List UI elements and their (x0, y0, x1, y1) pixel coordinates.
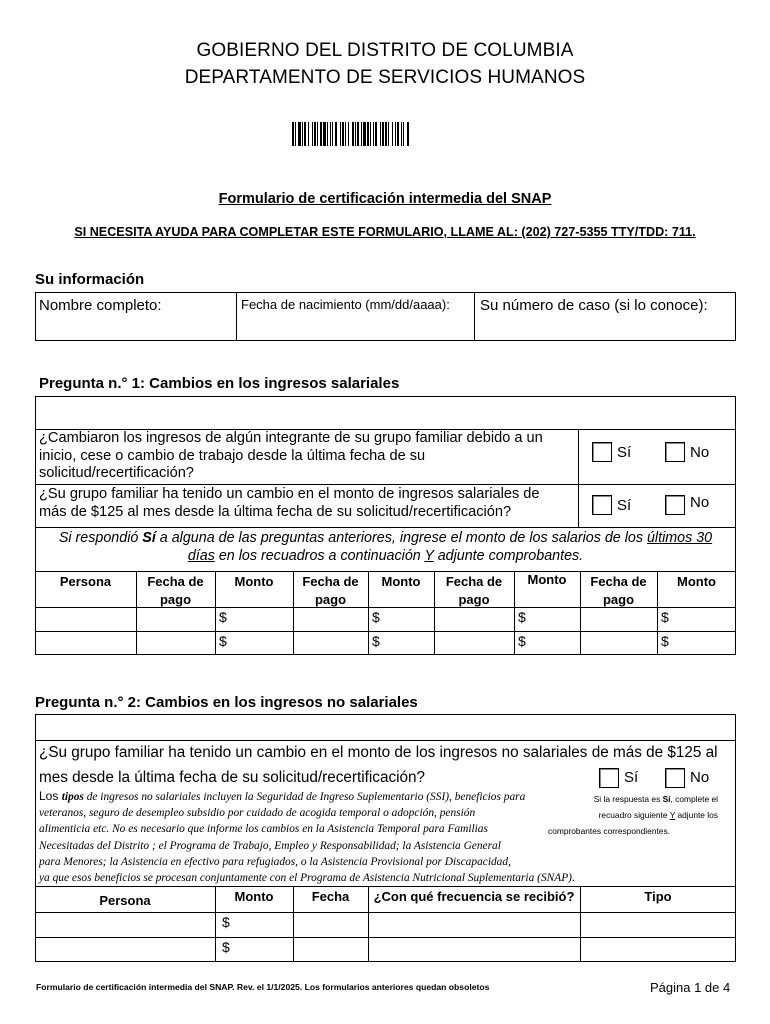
q1-col-amount: Monto (527, 572, 567, 587)
barcode-image (292, 122, 478, 146)
page-number: Página 1 de 4 (650, 980, 731, 995)
q1-title: Pregunta n.° 1: Cambios en los ingresos salariales (39, 375, 400, 392)
q2-col-type: Tipo (644, 889, 672, 904)
q1-col-pay-date: Fecha de pago (590, 574, 647, 607)
agency-name: GOBIERNO DEL DISTRITO DE COLUMBIA (196, 40, 574, 61)
q1-col-amount: Monto (381, 574, 421, 589)
q1-row2-amount2[interactable]: $ (372, 633, 380, 649)
department-name: DEPARTAMENTO DE SERVICIOS HUMANOS (184, 67, 586, 88)
full-name-label: Nombre completo: (39, 297, 162, 314)
q2-income-types-note: Los tipos de ingresos no salariales incluyen la Seguridad de Ingreso Suplementario (SSI), beneficios para veteranos, seguro de desempleo subsidio por cuidado de acogida temporal o adopción, pensión alimenticia etc. No es necesario que informe los cambios en la Asistencia Temporal para Familias Necesitadas del Distrito ; el Programa de Trabajo, Empleo y Responsabilidad; la Asistencia General para Menores; la Asistencia en efectivo para refugiados, o la Asistencia Provisional por Discapacidad, ya que esos beneficios se procesan conjuntamente con el Programa de Asistencia Nutricional Suplementaria (SNAP). (39, 789, 575, 885)
q2-row2-amount[interactable]: $ (222, 939, 230, 955)
help-phone-line: SI NECESITA AYUDA PARA COMPLETAR ESTE FORMULARIO, LLAME AL: (202) 727-5355 TTY/TDD: 711. (74, 225, 696, 239)
q1a-no-label: No (690, 444, 710, 461)
q1-row2-amount1[interactable]: $ (219, 633, 227, 649)
q1-col-person: Persona (59, 574, 112, 589)
q1a-no-checkbox[interactable] (665, 442, 685, 462)
full-name-field[interactable] (39, 297, 234, 339)
q2-question-line2: mes desde la última fecha de su solicitud/recertificación? (39, 769, 426, 786)
q2-question-line1: ¿Su grupo familiar ha tenido un cambio en el monto de los ingresos no salariales de más de $125 al (39, 744, 718, 761)
q2-yes-checkbox[interactable] (599, 768, 619, 788)
q2-col-date: Fecha (311, 889, 350, 904)
q1-col-amount: Monto (677, 574, 716, 589)
q1-question-a: ¿Cambiaron los ingresos de algún integrante de su grupo familiar debido a un inicio, cese o cambio de trabajo desde la última fecha de su solicitud/recertificación? (39, 430, 543, 481)
q1-row1-amount1[interactable]: $ (219, 609, 227, 625)
q2-col-person: Persona (99, 893, 151, 908)
case-number-field[interactable] (480, 297, 734, 339)
q2-title: Pregunta n.° 2: Cambios en los ingresos no salariales (35, 694, 418, 711)
q1-row1-amount4[interactable]: $ (661, 609, 669, 625)
q2-no-checkbox[interactable] (665, 768, 685, 788)
q2-row1-amount[interactable]: $ (222, 914, 230, 930)
form-title: Formulario de certificación intermedia del SNAP (218, 191, 552, 207)
q2-col-amount: Monto (234, 889, 274, 904)
section-title-info: Su información (35, 271, 145, 288)
q1a-yes-checkbox[interactable] (592, 442, 612, 462)
q1-col-pay-date: Fecha de pago (302, 574, 359, 607)
q1-col-amount: Monto (234, 574, 274, 589)
q2-yes-label: Sí (624, 769, 639, 786)
q1-row1-amount3[interactable]: $ (518, 609, 526, 625)
footer-revision: Formulario de certificación intermedia del SNAP. Rev. el 1/1/2025. Los formularios anteriores quedan obsoletos (36, 982, 490, 992)
q2-no-label: No (690, 769, 710, 786)
q1b-no-label: No (690, 494, 710, 511)
q2-col-frequency: ¿Con qué frecuencia se recibió? (373, 889, 575, 904)
q1-col-pay-date: Fecha de pago (147, 574, 204, 607)
q1b-yes-checkbox[interactable] (592, 495, 612, 515)
case-number-label: Su número de caso (si lo conoce): (480, 297, 708, 314)
q1-instruction: Si respondió Sí a alguna de las preguntas anteriores, ingrese el monto de los salarios de los últimos 30 días en los recuadros a continuación Y adjunte comprobantes. (58, 530, 713, 564)
q1a-yes-label: Sí (617, 444, 632, 461)
q1-row2-amount3[interactable]: $ (518, 633, 526, 649)
q1-row2-amount4[interactable]: $ (661, 633, 669, 649)
q1-question-b: ¿Su grupo familiar ha tenido un cambio en el monto de ingresos salariales de más de $125 al mes desde la última fecha de su solicitud/recertificación? (39, 486, 540, 520)
q2-side-note: Si la respuesta es Sí, complete el recuadro siguiente Y adjunte los comprobantes correspondientes. (548, 794, 718, 837)
q1-row1-amount2[interactable]: $ (372, 609, 380, 625)
birth-date-field[interactable] (241, 297, 472, 339)
birth-date-label: Fecha de nacimiento (mm/dd/aaaa): (241, 297, 450, 312)
q1b-yes-label: Sí (617, 497, 632, 514)
q1-col-pay-date: Fecha de pago (445, 574, 503, 607)
q1b-no-checkbox[interactable] (665, 495, 685, 515)
